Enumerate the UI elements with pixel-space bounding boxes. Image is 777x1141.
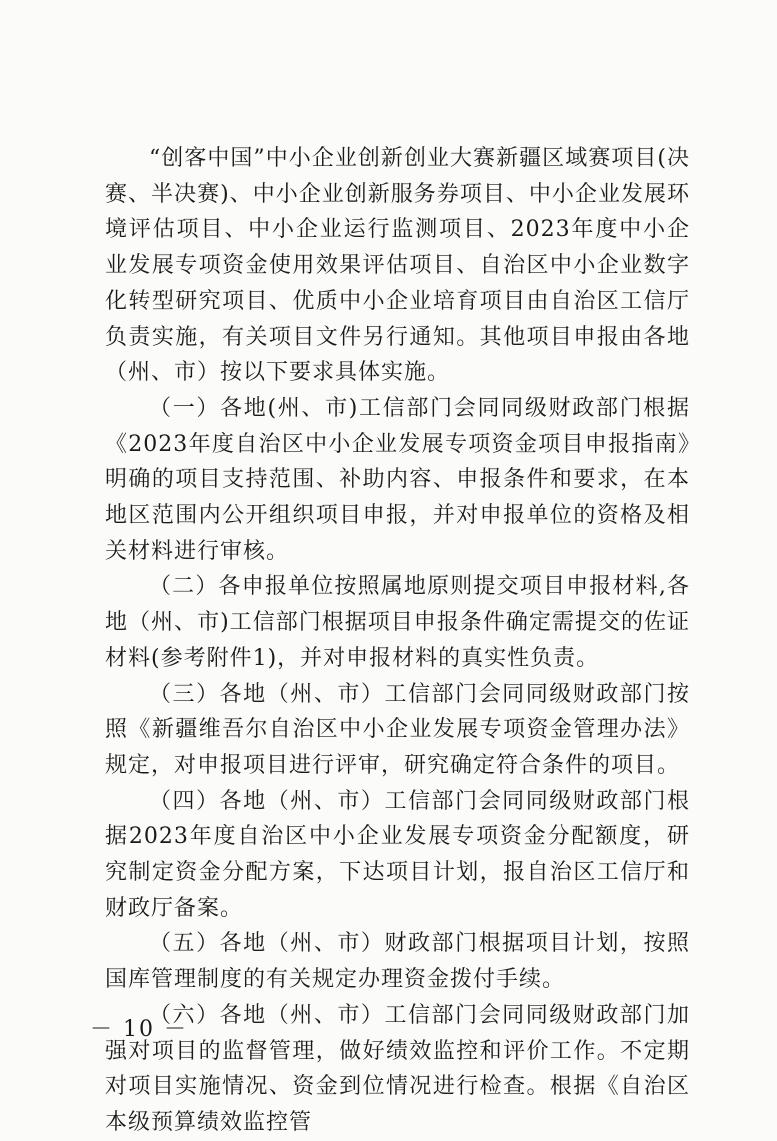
- paragraph-item-5: （五）各地（州、市）财政部门根据项目计划，按照国库管理制度的有关规定办理资金拨付手续。: [105, 931, 690, 993]
- paragraph-item-4: （四）各地（州、市）工信部门会同同级财政部门根据2023年度自治区中小企业发展专项资金分配额度，研究制定资金分配方案，下达项目计划，报自治区工信厅和财政厅备案。: [105, 788, 690, 921]
- paragraph-item-6: （六）各地（州、市）工信部门会同同级财政部门加强对项目的监督管理，做好绩效监控和评价工作。不定期对项目实施情况、资金到位情况进行检查。根据《自治区本级预算绩效监控管: [105, 1002, 690, 1135]
- document-body: [105, 141, 690, 1141]
- paragraph-intro: “创客中国”中小企业创新创业大赛新疆区域赛项目(决赛、半决赛)、中小企业创新服务券项目、中小企业发展环境评估项目、中小企业运行监测项目、2023年度中小企业发展专项资金使用效果评估项目、自治区中小企业数字化转型研究项目、优质中小企业培育项目由自治区工信厅负责实施，有关项目文件另行通知。其他项目申报由各地（州、市）按以下要求具体实施。: [105, 146, 690, 386]
- paragraph-item-1: （一）各地(州、市)工信部门会同同级财政部门根据《2023年度自治区中小企业发展专项资金项目申报指南》明确的项目支持范围、补助内容、申报条件和要求，在本地区范围内公开组织项目申报，并对申报单位的资格及相关材料进行审核。: [105, 395, 690, 564]
- page-number: － 10 －: [90, 1017, 188, 1042]
- paragraph-item-2: （二）各申报单位按照属地原则提交项目申报材料,各地（州、市)工信部门根据项目申报条件确定需提交的佐证材料(参考附件1)，并对申报材料的真实性负责。: [105, 574, 690, 671]
- paragraph-item-3: （三）各地（州、市）工信部门会同同级财政部门按照《新疆维吾尔自治区中小企业发展专项资金管理办法》规定，对申报项目进行评审，研究确定符合条件的项目。: [105, 681, 690, 778]
